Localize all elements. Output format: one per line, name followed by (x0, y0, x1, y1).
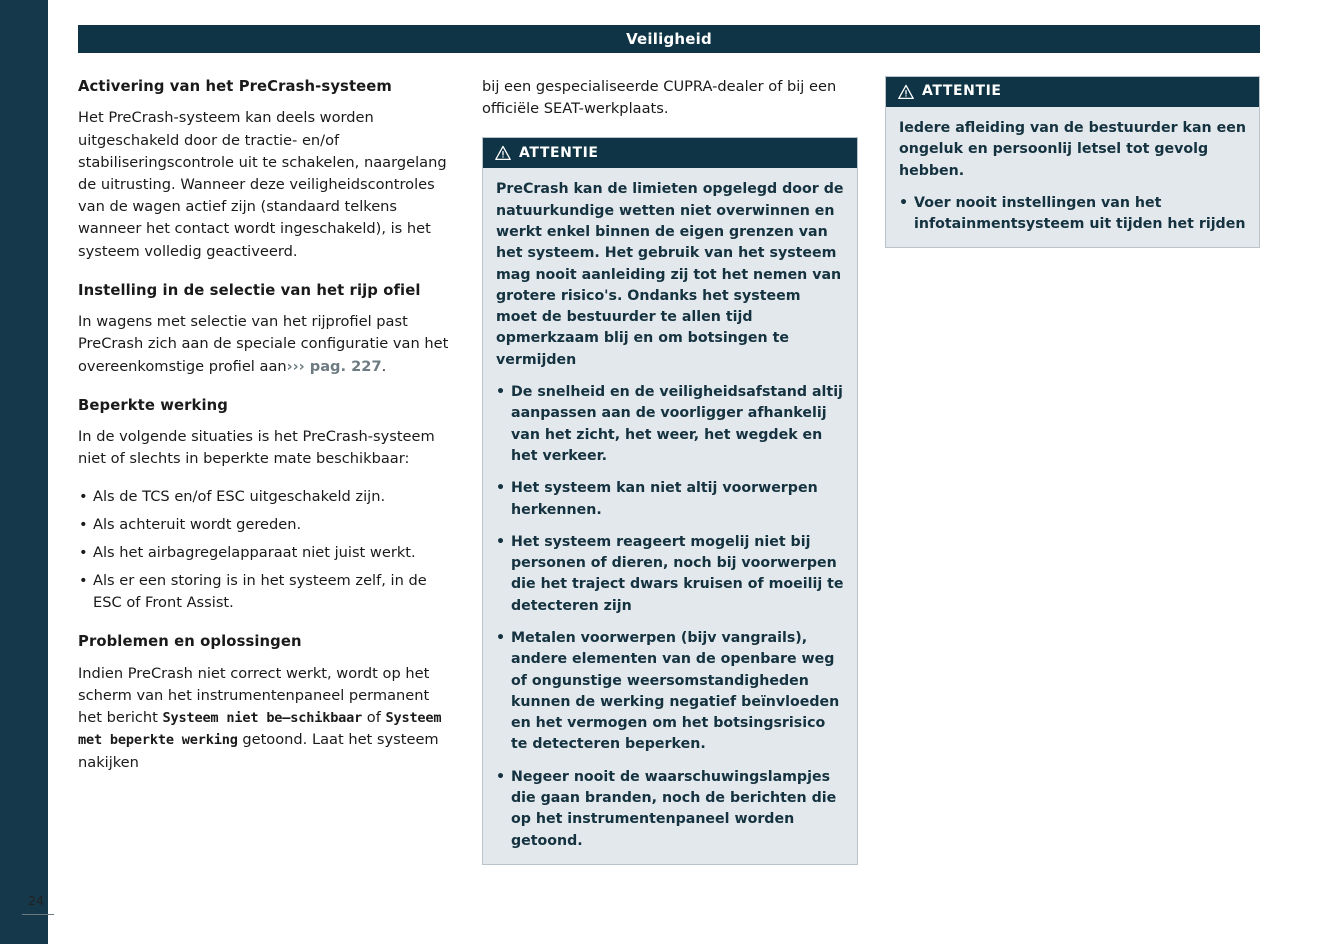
paragraph-instelling (78, 311, 455, 378)
paragraph-instelling-tail: . (381, 357, 387, 375)
list-item: • Als er een storing is in het systeem zelf, in de ESC of Front Assist. (78, 570, 455, 614)
warning-triangle-icon (495, 145, 511, 161)
heading-beperkte-werking: Beperkte werking (78, 396, 228, 414)
column-left (78, 76, 455, 791)
attention-label: ATTENTIE (922, 83, 1002, 100)
attention-box-title-bar (483, 138, 857, 168)
attention-box-body (886, 107, 1259, 247)
attention-label: ATTENTIE (519, 144, 599, 161)
left-color-band (0, 0, 48, 944)
list-beperkte-werking (78, 486, 455, 615)
list-item: • Als achteruit wordt gereden. (78, 514, 455, 536)
attention-box-precrash (482, 137, 858, 865)
heading-instelling: Instelling in de selectie van het rijp ofiel (78, 281, 421, 299)
list-item: • De snelheid en de veiligheidsafstand altij aanpassen aan de voorligger afhankelij van het zicht, het weer, het wegdek en het verkeer. (496, 382, 844, 467)
paragraph-instelling-text: In wagens met selectie van het rijprofiel past PreCrash zich aan de speciale configuratie van het overeenkomstige profiel aan (78, 313, 449, 375)
attention-intro: PreCrash kan de limieten opgelegd door de natuurkundige wetten niet overwinnen en werkt enkel binnen de eigen grenzen van het systeem. Het gebruik van het systeem mag nooit aanleiding zij tot het nemen van grotere risico's. Ondanks het systeem moet de bestuurder te allen tijd opmerkzaam blij en om botsingen te vermijden (496, 181, 844, 368)
attention-box-afleiding (885, 76, 1260, 248)
paragraph-continuation: bij een gespecialiseerde CUPRA-dealer of bij een officiële SEAT-werkplaats. (482, 78, 837, 118)
column-middle (482, 76, 858, 883)
attention-box-body (483, 168, 857, 864)
list-item: • Voer nooit instellingen van het infotainmentsysteem uit tijden het rijden (899, 193, 1246, 236)
list-item: • Als de TCS en/of ESC uitgeschakeld zijn. (78, 486, 455, 508)
list-item: • Metalen voorwerpen (bijv vangrails), andere elementen van de openbare weg of ongunstige weersomstandigheden kunnen de werking negatief beïnvloeden en het vermogen om het botsingsrisico te detecteren beperken. (496, 628, 844, 756)
page-number-rule (22, 914, 54, 915)
heading-activering: Activering van het PreCrash-systeem (78, 78, 392, 95)
paragraph-activering: Het PreCrash-systeem kan deels worden uitgeschakeld door de tractie- en/of stabiliseringscontrole uit te schakelen, naargelang de uitrusting. Wanneer deze veiligheidscontroles van de wagen actief zijn (standaard telkens wanneer het contact wordt ingeschakeld), is het systeem volledig geactiveerd. (78, 109, 447, 260)
list-item: • Het systeem kan niet altij voorwerpen herkennen. (496, 478, 844, 521)
column-right (885, 76, 1260, 266)
paragraph-problemen (78, 663, 455, 774)
cross-reference-link[interactable]: ››› pag. 227 (286, 357, 382, 375)
problemen-text-3: getoond. Laat het systeem nakijken (78, 731, 439, 771)
problemen-text-2: of (362, 709, 386, 727)
heading-problemen: Problemen en oplossingen (78, 633, 302, 651)
list-item: • Negeer nooit de waarschuwingslampjes die gaan branden, noch de berichten die op het instrumentenpaneel worden getoond. (496, 767, 844, 852)
page-title: Veiligheid (626, 30, 712, 48)
attention-intro: Iedere afleiding van de bestuurder kan een ongeluk en persoonlij letsel tot gevolg hebben. (899, 120, 1246, 179)
attention-bullet-list (899, 193, 1246, 236)
page-header-bar (78, 25, 1260, 53)
paragraph-beperkte-werking: In de volgende situaties is het PreCrash-systeem niet of slechts in beperkte mate beschikbaar: (78, 428, 435, 468)
attention-box-title-bar (886, 77, 1259, 107)
attention-bullet-list (496, 382, 844, 852)
list-item: • Het systeem reageert mogelij niet bij personen of dieren, noch bij voorwerpen die het traject dwars kruisen of moeilij te detecteren zijn (496, 532, 844, 617)
problemen-text-1: Indien PreCrash niet correct werkt, wordt op het scherm van het instrumentenpaneel permanent het bericht (78, 664, 430, 727)
warning-triangle-icon (898, 84, 914, 100)
display-message-1: Systeem niet be–schikbaar (162, 710, 363, 727)
page-number: 24 (28, 893, 44, 908)
display-message-2: Systeem met beperkte werking (78, 710, 442, 749)
list-item: • Als het airbagregelapparaat niet juist werkt. (78, 542, 455, 564)
